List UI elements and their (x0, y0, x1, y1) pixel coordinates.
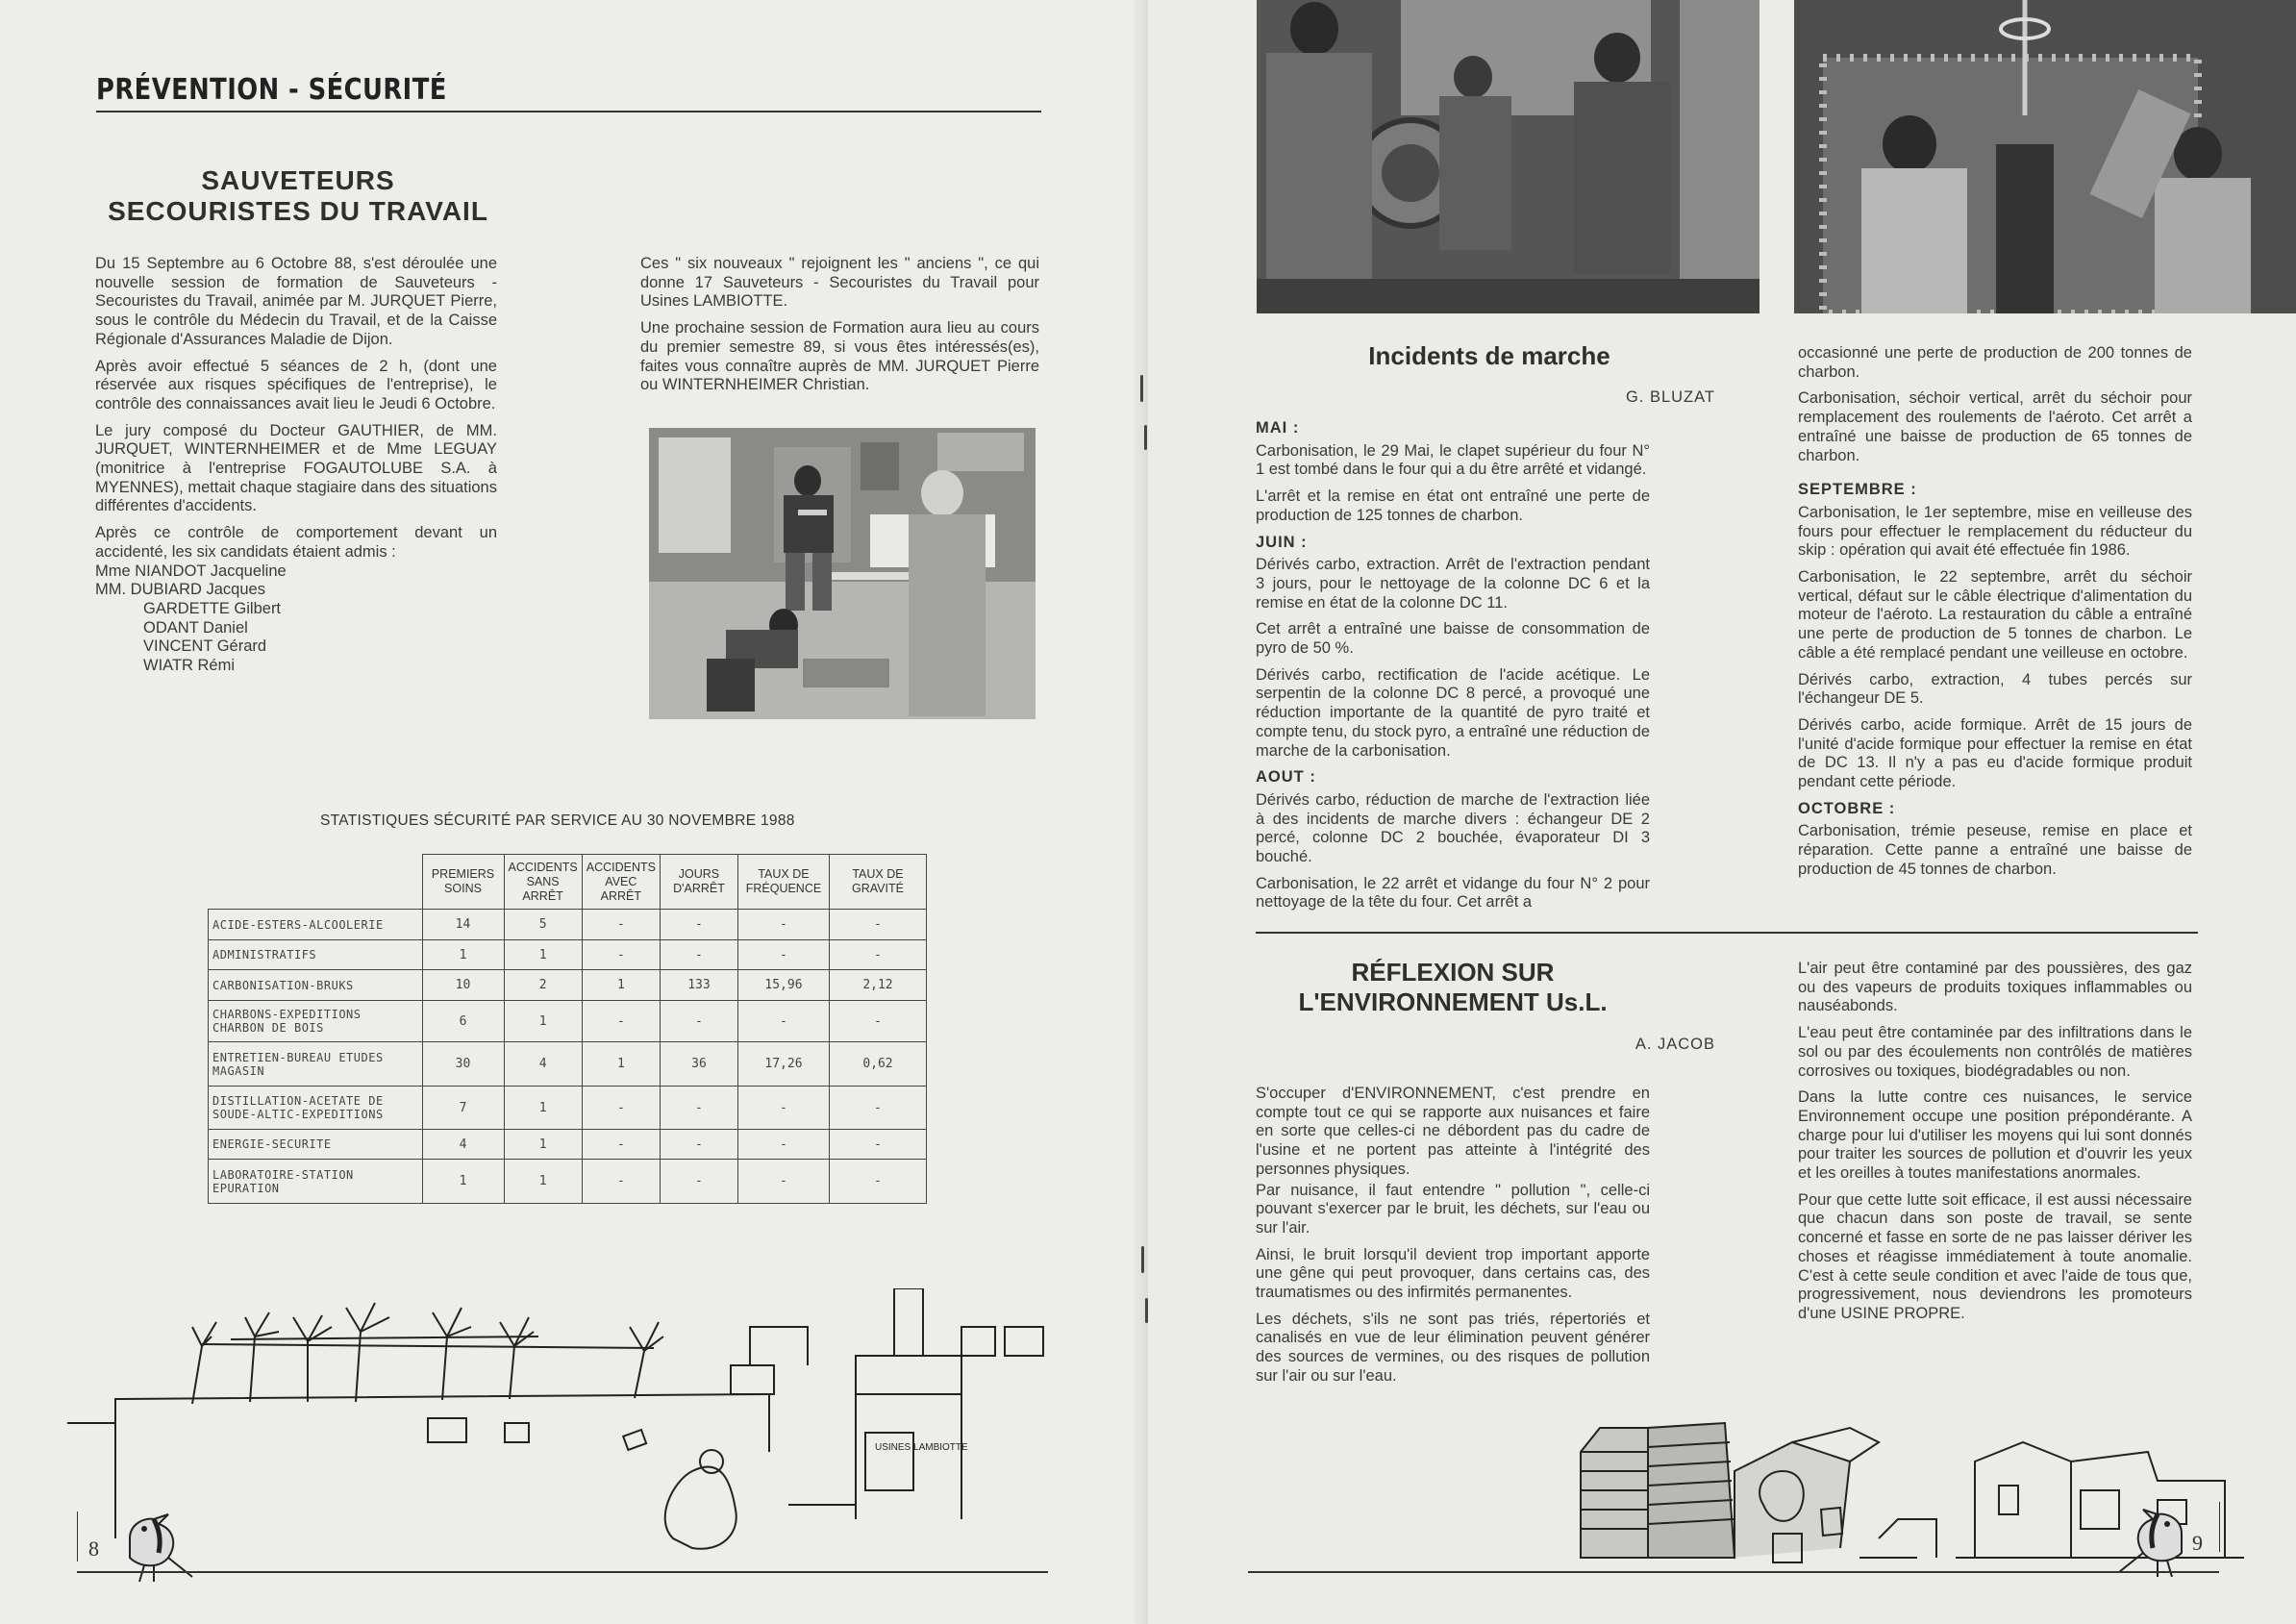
cell: 0,62 (829, 1042, 926, 1087)
bird-icon (2109, 1495, 2196, 1582)
table-row (209, 910, 927, 940)
paragraph: Par nuisance, il faut entendre " pollution ", celle-ci pouvant s'exercer par le bruit, les déchets, sur l'eau ou sur l'air. (1256, 1181, 1650, 1237)
incidents-column-2 (1798, 344, 2192, 887)
month-label: SEPTEMBRE : (1798, 481, 1917, 499)
cell: 36 (660, 1042, 737, 1087)
footer-rule (77, 1571, 1048, 1573)
paragraph: Dans la lutte contre ces nuisances, le service Environnement occupe une position prépondérante. A charge pour lui d'utiliser les moyens qui lui sont donnés pour traiter les sources de pollution et d'ouvrir les yeux et les oreilles à toutes manifestations anormales. (1798, 1088, 2192, 1183)
col-header: TAUX DE GRAVITÉ (829, 855, 926, 910)
env-column-2 (1798, 960, 2192, 1332)
cell: - (582, 1001, 660, 1042)
cell: 1 (582, 1042, 660, 1087)
cell: 15,96 (737, 970, 829, 1001)
cell: 30 (422, 1042, 504, 1087)
cell: - (737, 940, 829, 970)
cell: 6 (422, 1001, 504, 1042)
workshop-photo-2 (1794, 0, 2296, 313)
service-name: CARBONISATION-BRUKS (209, 970, 423, 1001)
cell: 4 (422, 1130, 504, 1160)
incidents-author: G. BLUZAT (1625, 388, 1715, 406)
paragraph: Ainsi, le bruit lorsqu'il devient trop important apporte une gêne qui peut provoquer, dans certains cas, des traumatismes ou des infirmités permanentes. (1256, 1245, 1650, 1302)
cell: 7 (422, 1087, 504, 1130)
candidate-name: GARDETTE Gilbert (143, 599, 282, 617)
cell: - (582, 1130, 660, 1160)
service-name: ENERGIE-SECURITE (209, 1130, 423, 1160)
service-name: ADMINISTRATIFS (209, 940, 423, 970)
workshop-photo-2-illustration (1794, 0, 2296, 313)
cell: - (737, 1001, 829, 1042)
cell: - (660, 940, 737, 970)
title-line-1: SAUVETEURS (201, 165, 395, 195)
paragraph: Dérivés carbo, acide formique. Arrêt de 15 jours de l'unité d'acide formique pour effectuer la remise en état de DC 13. Il n'y a pas eu d'acide formique produit pendant cette période. (1798, 715, 2192, 791)
cell: 1 (582, 970, 660, 1001)
cell: - (582, 1087, 660, 1130)
cell: 1 (422, 940, 504, 970)
table-row (209, 1087, 927, 1130)
paragraph: Dérivés carbo, réduction de marche de l'extraction liée à des incidents de marche divers : échangeur DE 2 percé, colonne DC 2 bouchée, évaporateur DI 3 bouché. (1256, 790, 1650, 866)
table-body (209, 910, 927, 1204)
paragraph: Du 15 Septembre au 6 Octobre 88, s'est déroulée une nouvelle session de formation de Sauveteurs - Secouristes du Travail, animée par M. JURQUET Pierre, sous le contrôle du Médecin du Travail, et de la Caisse Régionale d'Assurances Maladie de Dijon. (95, 255, 497, 348)
table-row (209, 970, 927, 1001)
month-label: OCTOBRE : (1798, 799, 1896, 817)
month-label: JUIN : (1256, 533, 1308, 551)
cell: 1 (504, 1160, 582, 1204)
cell: - (829, 1087, 926, 1130)
service-name: ACIDE-ESTERS-ALCOOLERIE (209, 910, 423, 940)
paragraph: Carbonisation, séchoir vertical, arrêt du séchoir pour remplacement des roulements de l'aéroto. Cet arrêt a entraîné une baisse de production de 65 tonnes de charbon. (1798, 389, 2192, 464)
table-row (209, 940, 927, 970)
title-line-2: SECOURISTES DU TRAVAIL (108, 196, 488, 226)
paragraph: Carbonisation, le 22 septembre, arrêt du séchoir vertical, défaut sur le câble électrique d'alimentation du moteur de l'aéroto. La restauration du câble a entraîné une perte de production de 5 tonnes de charbon. Le câble a été remplacé pendant une veilleuse en octobre. (1798, 568, 2192, 662)
col-header: PREMIERS SOINS (422, 855, 504, 910)
page-corner-line (77, 1512, 78, 1562)
col-header: ACCIDENTS AVEC ARRÊT (582, 855, 660, 910)
candidate-name: VINCENT Gérard (143, 637, 267, 656)
table-row (209, 1042, 927, 1087)
paragraph: Pour que cette lutte soit efficace, il est aussi nécessaire que chacun dans son poste de travail, se sente concerné et fasse en sorte de ne pas laisser dériver les choses et réagisse immédiatement à toute anomalie. C'est à cette seule condition et avec l'aide de tous que, progressivement, nous deviendrons les promoteurs d'une USINE PROPRE. (1798, 1190, 2192, 1322)
candidate-name: WIATR Rémi (143, 657, 236, 675)
cell: - (660, 1160, 737, 1204)
candidate-name: Mme NIANDOT Jacqueline (95, 562, 287, 580)
paragraph: Après ce contrôle de comportement devant un accidenté, les six candidats étaient admis : (95, 524, 497, 561)
paragraph: Les déchets, s'ils ne sont pas triés, répertoriés et canalisés en vue de leur élimination peuvent générer des sources de vermines, ou des risques de pollution sur l'air ou sur l'eau. (1256, 1310, 1650, 1385)
service-name: ENTRETIEN-BUREAU ETUDES MAGASIN (209, 1042, 423, 1087)
service-name: DISTILLATION-ACETATE DE SOUDE-ALTIC-EXPEDITIONS (209, 1087, 423, 1130)
cell: - (829, 1160, 926, 1204)
cell: - (582, 910, 660, 940)
cell: 1 (422, 1160, 504, 1204)
paragraph: Une prochaine session de Formation aura lieu au cours du premier semestre 89, si vous êtes intéressés(es), faites vous connaître auprès de MM. JURQUET Pierre ou WINTERNHEIMER Christian. (640, 319, 1039, 394)
env-title-line-2: L'ENVIRONNEMENT Us.L. (1298, 987, 1608, 1016)
env-title (1256, 958, 1650, 1017)
cell: - (660, 1001, 737, 1042)
training-photo (649, 428, 1036, 719)
paragraph: Après avoir effectué 5 séances de 2 h, (dont une réservée aux risques spécifiques de l'entreprise), le contrôle des connaissances avait lieu le Jeudi 6 Octobre. (95, 357, 497, 412)
cell: 5 (504, 910, 582, 940)
col-header: TAUX DE FRÉQUENCE (737, 855, 829, 910)
cell: 2,12 (829, 970, 926, 1001)
section-divider (1256, 932, 2198, 934)
table-header-row (209, 855, 927, 910)
workshop-photo-1 (1257, 0, 1759, 313)
env-title-line-1: RÉFLEXION SUR (1351, 958, 1555, 987)
cell: 2 (504, 970, 582, 1001)
service-name: LABORATOIRE-STATION EPURATION (209, 1160, 423, 1204)
footer-rule (1248, 1571, 2219, 1573)
cell: - (660, 910, 737, 940)
sign-text: USINES LAMBIOTTE (875, 1442, 968, 1453)
workshop-photo-1-illustration (1257, 0, 1759, 313)
right-page (1148, 0, 2296, 1624)
col-header: JOURS D'ARRÊT (660, 855, 737, 910)
paragraph: Carbonisation, trémie peseuse, remise en place et réparation. Cette panne a entraîné une baisse de production de 45 tonnes de charbon. (1798, 822, 2192, 878)
candidate-name: ODANT Daniel (143, 618, 248, 637)
page-corner-line (2219, 1502, 2220, 1552)
paragraph: Dérivés carbo, extraction. Arrêt de l'extraction pendant 3 jours, pour le nettoyage de la colonne DC 6 et la remise en état de la colonne DC 11. (1256, 556, 1650, 612)
month-label: AOUT : (1256, 768, 1316, 787)
staple-mark (1140, 375, 1143, 402)
staple-mark (1144, 425, 1147, 450)
page-number: 9 (2192, 1531, 2203, 1555)
cell: - (829, 1001, 926, 1042)
env-author: A. JACOB (1635, 1036, 1715, 1053)
cell: 1 (504, 1130, 582, 1160)
cell: - (829, 940, 926, 970)
month-label: MAI : (1256, 419, 1300, 437)
paragraph: L'air peut être contaminé par des poussières, des gaz ou des vapeurs de produits toxiques inflammables ou nauséabonds. (1798, 960, 2192, 1015)
cell: 1 (504, 940, 582, 970)
service-name: CHARBONS-EXPEDITIONS CHARBON DE BOIS (209, 1001, 423, 1042)
table-row (209, 1160, 927, 1204)
paragraph: occasionné une perte de production de 200 tonnes de charbon. (1798, 344, 2192, 381)
cell: - (737, 1130, 829, 1160)
cell: - (582, 940, 660, 970)
cell: - (829, 1130, 926, 1160)
paragraph: Carbonisation, le 1er septembre, mise en veilleuse des fours pour effectuer le remplacement du réducteur du skip : opération qui avait été effectuée fin 1986. (1798, 503, 2192, 560)
paragraph: Le jury composé du Docteur GAUTHIER, de MM. JURQUET, WINTERNHEIMER et de Mme LEGUAY (monitrice à l'entreprise FOGAUTOLUBE S.A. à MYENNES), mettait chaque stagiaire dans des situations différentes d'accidents. (95, 421, 497, 515)
table-row (209, 1130, 927, 1160)
training-photo-illustration (649, 428, 1036, 719)
cell: 1 (504, 1001, 582, 1042)
bird-icon (115, 1500, 202, 1587)
header-blank (209, 855, 423, 910)
table-row (209, 1001, 927, 1042)
cell: - (660, 1087, 737, 1130)
cell: 4 (504, 1042, 582, 1087)
paragraph: Ces " six nouveaux " rejoignent les " anciens ", ce qui donne 17 Sauveteurs - Secouristes du Travail pour Usines LAMBIOTTE. (640, 255, 1039, 311)
cell: 17,26 (737, 1042, 829, 1087)
cell: - (737, 910, 829, 940)
cell: 133 (660, 970, 737, 1001)
article-column-1 (95, 255, 497, 676)
incidents-title: Incidents de marche (1368, 341, 1610, 370)
paragraph: S'occuper d'ENVIRONNEMENT, c'est prendre en compte tout ce qui se rapporte aux nuisances et faire en sorte que celles-ci ne débordent pas du cadre de l'usine et ne portent pas atteinte à l'intégrité des personnes physiques. (1256, 1085, 1650, 1178)
section-rubric: PRÉVENTION - SÉCURITÉ (96, 73, 447, 107)
paragraph: Carbonisation, le 29 Mai, le clapet supérieur du four N° 1 est tombé dans le four qui a du être arrêté et vidangé. (1256, 441, 1650, 479)
cell: - (737, 1160, 829, 1204)
env-column-1 (1256, 1085, 1650, 1394)
safety-stats-table (208, 854, 927, 1204)
paragraph: L'eau peut être contaminée par des infiltrations dans le sol ou par des écoulements non contrôlés de matières corrosives ou toxiques, biodégradables ou non. (1798, 1024, 2192, 1080)
factory-wall-sketch (58, 1288, 1058, 1577)
paragraph: Dérivés carbo, extraction, 4 tubes percés sur l'échangeur DE 5. (1798, 670, 2192, 708)
incidents-column-1 (1256, 413, 1650, 920)
staple-mark (1141, 1246, 1144, 1273)
cell: - (829, 910, 926, 940)
candidate-name: MM. DUBIARD Jacques (95, 581, 265, 599)
cell: 10 (422, 970, 504, 1001)
article-column-2 (640, 255, 1039, 403)
page-number: 8 (88, 1537, 99, 1561)
cell: 14 (422, 910, 504, 940)
cell: - (737, 1087, 829, 1130)
cell: - (582, 1160, 660, 1204)
article-title (92, 165, 504, 227)
cell: - (660, 1130, 737, 1160)
cell: 1 (504, 1087, 582, 1130)
paragraph: Carbonisation, le 22 arrêt et vidange du four N° 2 pour nettoyage de la tête du four. Cet arrêt a (1256, 874, 1650, 912)
candidate-list (95, 562, 497, 676)
paragraph: L'arrêt et la remise en état ont entraîné une perte de production de 125 tonnes de charbon. (1256, 487, 1650, 524)
paragraph: Cet arrêt a entraîné une baisse de consommation de pyro de 50 %. (1256, 620, 1650, 658)
col-header: ACCIDENTS SANS ARRÊT (504, 855, 582, 910)
rubric-divider (96, 111, 1041, 112)
stats-title: STATISTIQUES SÉCURITÉ PAR SERVICE AU 30 NOVEMBRE 1988 (320, 812, 795, 829)
paragraph: Dérivés carbo, rectification de l'acide acétique. Le serpentin de la colonne DC 8 percé, a provoqué une réduction importante de la quantité de pyro traité et compte tenu, du stock pyro, a entraîné une réduction de marche de la carbonisation. (1256, 665, 1650, 760)
